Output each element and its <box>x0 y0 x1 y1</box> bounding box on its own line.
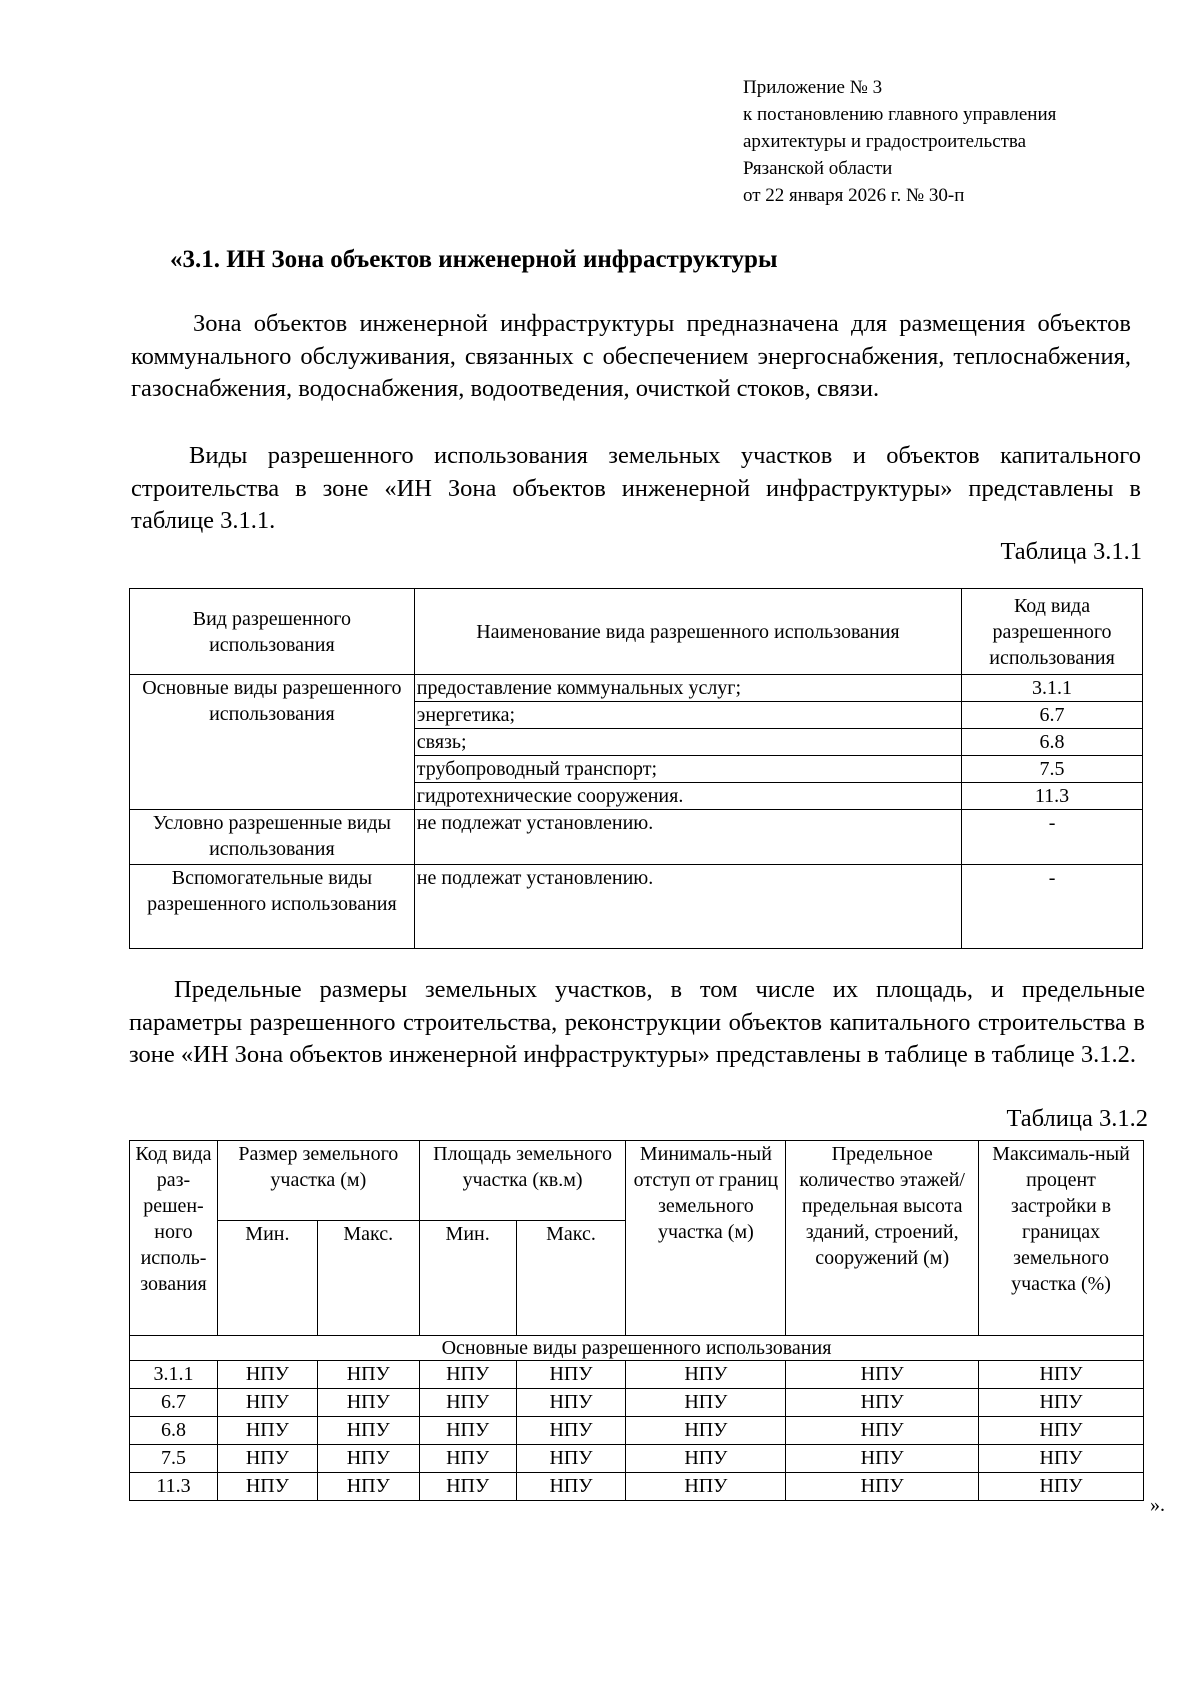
cell: НПУ <box>217 1445 317 1473</box>
usage-code: 6.7 <box>962 702 1143 729</box>
cell: НПУ <box>217 1389 317 1417</box>
header-size: Размер земельного участка (м) <box>217 1141 419 1221</box>
cell: НПУ <box>626 1417 786 1445</box>
usage-name: энергетика; <box>414 702 961 729</box>
main-group-label: Основные виды разрешенного использования <box>130 675 415 810</box>
cell: НПУ <box>626 1445 786 1473</box>
appendix-line: архитектуры и градостроительства <box>743 131 1027 152</box>
cell: НПУ <box>217 1417 317 1445</box>
header-kind: Вид разрешенного использования <box>130 589 415 675</box>
table-row <box>130 1417 1144 1445</box>
usage-name: трубопроводный транспорт; <box>414 756 961 783</box>
header-area-max: Макс. <box>516 1221 626 1336</box>
header-size-max: Макс. <box>317 1221 419 1336</box>
usage-types-table <box>129 588 1143 949</box>
cell: НПУ <box>419 1389 516 1417</box>
header-code: Код вида раз-решен-ного исполь-зования <box>130 1141 218 1336</box>
appendix-header <box>743 74 1056 209</box>
cell: НПУ <box>786 1445 979 1473</box>
table1-caption: Таблица 3.1.1 <box>1000 538 1142 565</box>
cell: НПУ <box>786 1361 979 1389</box>
usage-code: 11.3 <box>962 783 1143 810</box>
row-code: 11.3 <box>130 1473 218 1501</box>
usage-code: 7.5 <box>962 756 1143 783</box>
cell: НПУ <box>786 1417 979 1445</box>
usage-code: 3.1.1 <box>962 675 1143 702</box>
cell: НПУ <box>516 1417 626 1445</box>
header-floors: Предельное количество этажей/ предельная высота зданий, строений, сооружений (м) <box>786 1141 979 1336</box>
row-code: 3.1.1 <box>130 1361 218 1389</box>
cell: НПУ <box>626 1389 786 1417</box>
paragraph-zone-purpose: Зона объектов инженерной инфраструктуры предназначена для размещения объектов коммунального обслуживания, связанных с обеспечением энергоснабжения, теплоснабжения, газоснабжения, водоснабжения, водоотведения, очисткой стоков, связи. <box>131 310 1131 402</box>
cell: НПУ <box>979 1445 1144 1473</box>
header-size-min: Мин. <box>217 1221 317 1336</box>
auxiliary-kind: Вспомогательные виды разрешенного использования <box>130 865 415 949</box>
auxiliary-code: - <box>962 865 1143 949</box>
header-percent: Максималь-ный процент застройки в границах земельного участка (%) <box>979 1141 1144 1336</box>
header-area-min: Мин. <box>419 1221 516 1336</box>
table2-caption: Таблица 3.1.2 <box>1006 1105 1148 1132</box>
cell: НПУ <box>516 1473 626 1501</box>
auxiliary-name: не подлежат установлению. <box>414 865 961 949</box>
closing-quote: ». <box>1150 1494 1165 1516</box>
appendix-line: к постановлению главного управления <box>743 104 1057 125</box>
cell: НПУ <box>317 1389 419 1417</box>
table-row <box>130 1389 1144 1417</box>
cell: НПУ <box>979 1389 1144 1417</box>
section-label: Основные виды разрешенного использования <box>130 1336 1144 1361</box>
cell: НПУ <box>626 1473 786 1501</box>
header-name: Наименование вида разрешенного использования <box>414 589 961 675</box>
cell: НПУ <box>419 1473 516 1501</box>
cell: НПУ <box>626 1361 786 1389</box>
cell: НПУ <box>516 1361 626 1389</box>
cell: НПУ <box>979 1361 1144 1389</box>
cell: НПУ <box>317 1473 419 1501</box>
header-area: Площадь земельного участка (кв.м) <box>419 1141 626 1221</box>
cell: НПУ <box>979 1417 1144 1445</box>
cell: НПУ <box>786 1473 979 1501</box>
header-setback: Минималь-ный отступ от границ земельного участка (м) <box>626 1141 786 1336</box>
cell: НПУ <box>979 1473 1144 1501</box>
paragraph-usage-types: Виды разрешенного использования земельных участков и объектов капитального строительства в зоне «ИН Зона объектов инженерной инфраструктуры» представлены в таблице 3.1.1. <box>131 442 1141 534</box>
cell: НПУ <box>516 1389 626 1417</box>
conditional-name: не подлежат установлению. <box>414 810 961 865</box>
header-code: Код вида разрешенного использования <box>962 589 1143 675</box>
cell: НПУ <box>516 1445 626 1473</box>
row-code: 6.8 <box>130 1417 218 1445</box>
table-row <box>130 1445 1144 1473</box>
appendix-line: Рязанской области <box>743 158 893 179</box>
row-code: 6.7 <box>130 1389 218 1417</box>
cell: НПУ <box>317 1445 419 1473</box>
section-heading: «3.1. ИН Зона объектов инженерной инфраструктуры <box>170 246 778 273</box>
cell: НПУ <box>217 1473 317 1501</box>
cell: НПУ <box>419 1445 516 1473</box>
cell: НПУ <box>317 1361 419 1389</box>
appendix-line: от 22 января 2026 г. № 30-п <box>743 185 965 206</box>
usage-code: 6.8 <box>962 729 1143 756</box>
conditional-code: - <box>962 810 1143 865</box>
cell: НПУ <box>217 1361 317 1389</box>
table-row <box>130 1361 1144 1389</box>
limits-table <box>129 1140 1144 1501</box>
cell: НПУ <box>786 1389 979 1417</box>
usage-name: гидротехнические сооружения. <box>414 783 961 810</box>
usage-name: связь; <box>414 729 961 756</box>
table-row <box>130 1473 1144 1501</box>
cell: НПУ <box>419 1361 516 1389</box>
cell: НПУ <box>419 1417 516 1445</box>
conditional-kind: Условно разрешенные виды использования <box>130 810 415 865</box>
cell: НПУ <box>317 1417 419 1445</box>
paragraph-limits: Предельные размеры земельных участков, в том числе их площадь, и предельные параметры разрешенного строительства, реконструкции объектов капитального строительства в зоне «ИН Зона объектов инженерной инфраструктуры» представлены в таблице в таблице 3.1.2. <box>129 976 1145 1068</box>
row-code: 7.5 <box>130 1445 218 1473</box>
appendix-line: Приложение № 3 <box>743 77 883 98</box>
usage-name: предоставление коммунальных услуг; <box>414 675 961 702</box>
